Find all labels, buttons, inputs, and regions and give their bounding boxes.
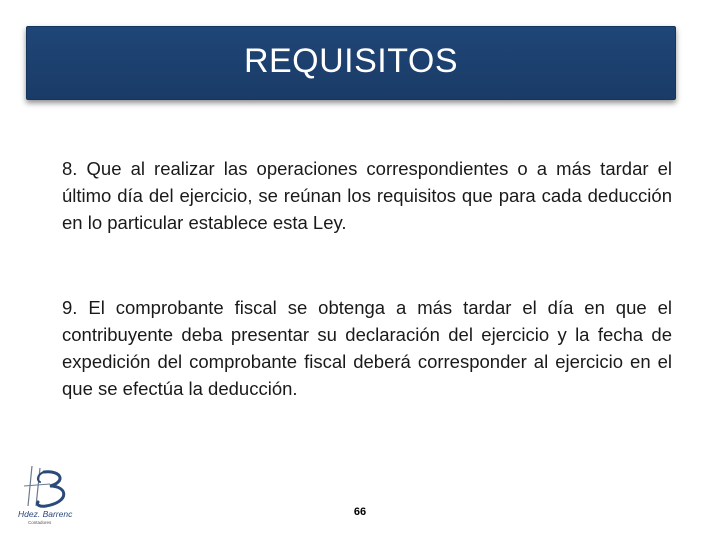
slide-title: REQUISITOS <box>243 41 459 80</box>
logo-name: Hdez. Barrenc <box>18 509 73 519</box>
company-logo <box>10 462 80 528</box>
page-number: 66 <box>353 506 367 518</box>
hb-monogram-icon <box>10 462 80 512</box>
requirement-paragraph-9: 9. El comprobante fiscal se obtenga a más tardar el día en que el contribuyente deba presentar su declaración del ejercicio y la fecha de expedición del comprobante fiscal deberá corresponder al ejercicio en el que se efectúa la deducción. <box>62 297 672 399</box>
logo-subtitle: Contadores <box>28 520 52 525</box>
requirement-paragraph-8: 8. Que al realizar las operaciones correspondientes o a más tardar el último día del ejercicio, se reúnan los requisitos que para cada deducción en lo particular establece esta Ley. <box>62 158 672 233</box>
title-bar <box>26 26 676 100</box>
